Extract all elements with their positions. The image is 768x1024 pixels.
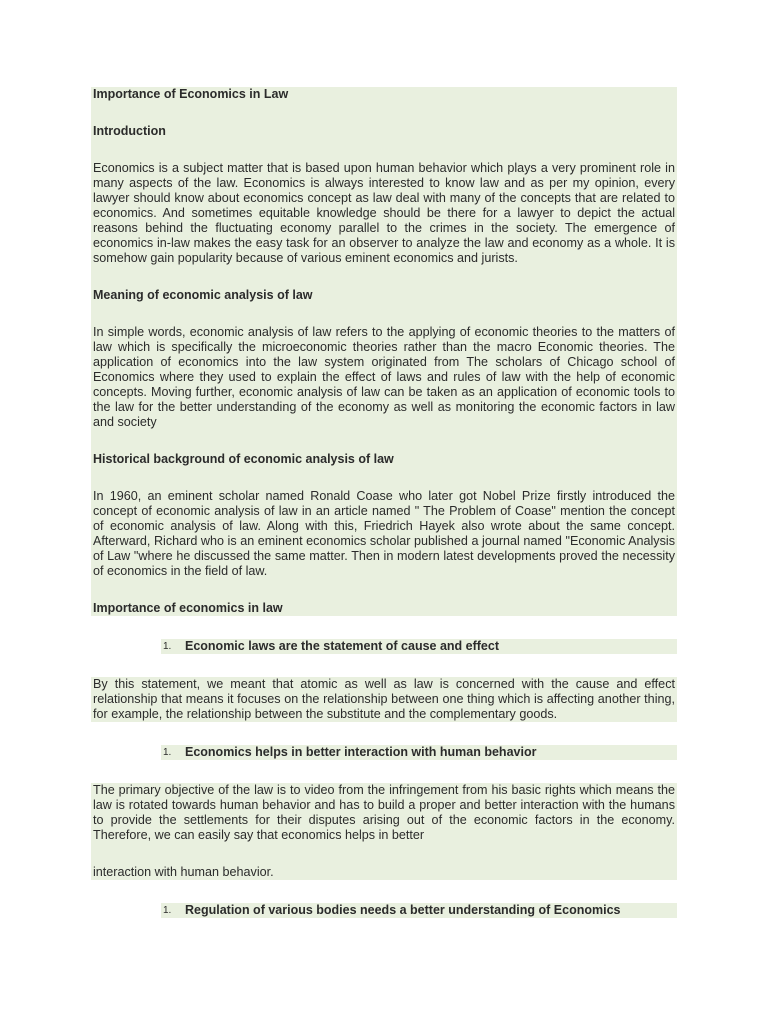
paragraph-cause-effect: By this statement, we meant that atomic as well as law is concerned with the cause and effect relationship that means it focuses on the relationship between one thing which is affecting another thing, for example, the relationship between the substitute and the complementary goods. — [93, 677, 675, 721]
list-item-1 — [91, 639, 677, 654]
list-number: 1. — [163, 641, 172, 652]
list-item-body — [161, 903, 677, 918]
section-heading-introduction: Introduction — [91, 124, 677, 139]
list-item-title: Regulation of various bodies needs a better understanding of Economics — [185, 903, 621, 917]
paragraph-meaning: In simple words, economic analysis of law refers to the applying of economic theories to the matters of law which is specifically the microeconomic theories rather than the macro Economic theories. The application of economics into the law system originated from The scholars of Chicago school of Economics where they used to explain the effect of laws and rules of law with the help of economic concepts. Moving further, economic analysis of law can be taken as an application of economic tools to the law for the better understanding of the economy as well as monitoring the economic factors in law and society — [93, 325, 675, 429]
spacer — [91, 102, 677, 124]
list-item-body — [161, 745, 677, 760]
spacer — [91, 843, 677, 865]
section-heading-meaning: Meaning of economic analysis of law — [91, 288, 677, 303]
list-item-2 — [91, 745, 677, 760]
list-item-3 — [91, 903, 677, 918]
list-number: 1. — [163, 905, 172, 916]
section-heading-importance: Importance of economics in law — [91, 601, 677, 616]
section-heading-history: Historical background of economic analysis of law — [91, 452, 677, 467]
list-number: 1. — [163, 747, 172, 758]
spacer — [91, 303, 677, 325]
list-item-body — [161, 639, 677, 654]
spacer — [91, 654, 677, 677]
document-title: Importance of Economics in Law — [91, 87, 677, 102]
spacer — [91, 880, 677, 903]
spacer — [91, 139, 677, 161]
spacer — [91, 760, 677, 783]
spacer — [91, 430, 677, 452]
document-page — [91, 87, 677, 918]
spacer — [91, 266, 677, 288]
paragraph-human-behavior-tail: interaction with human behavior. — [91, 865, 677, 880]
list-item-title: Economic laws are the statement of cause and effect — [185, 639, 499, 653]
paragraph-introduction: Economics is a subject matter that is based upon human behavior which plays a very prominent role in many aspects of the law. Economics is always interested to know law and as per my opinion, every lawyer should know about economics concept as law deal with many of the concepts that are related to economics. And sometimes equitable knowledge should be there for a lawyer to depict the actual reasons behind the fluctuating economy parallel to the crimes in the society. The emergence of economics in-law makes the easy task for an observer to analyze the law and economy as a whole. It is somehow gain popularity because of various eminent economics and jurists. — [93, 161, 675, 265]
spacer — [91, 467, 677, 489]
spacer — [91, 722, 677, 745]
list-item-title: Economics helps in better interaction with human behavior — [185, 745, 537, 759]
paragraph-history: In 1960, an eminent scholar named Ronald Coase who later got Nobel Prize firstly introduced the concept of economic analysis of law in an article named " The Problem of Coase" mention the concept of economic analysis of law. Along with this, Friedrich Hayek also wrote about the same concept. Afterward, Richard who is an eminent economics scholar published a journal named "Economic Analysis of Law "where he discussed the same matter. Then in modern latest developments proved the necessity of economics in the field of law. — [93, 489, 675, 578]
paragraph-human-behavior: The primary objective of the law is to video from the infringement from his basic rights which means the law is rotated towards human behavior and has to build a proper and better interaction with the humans to provide the settlements for their disputes arising out of the economic factors in the economy. Therefore, we can easily say that economics helps in better — [93, 783, 675, 842]
spacer — [91, 579, 677, 601]
spacer — [91, 616, 677, 639]
